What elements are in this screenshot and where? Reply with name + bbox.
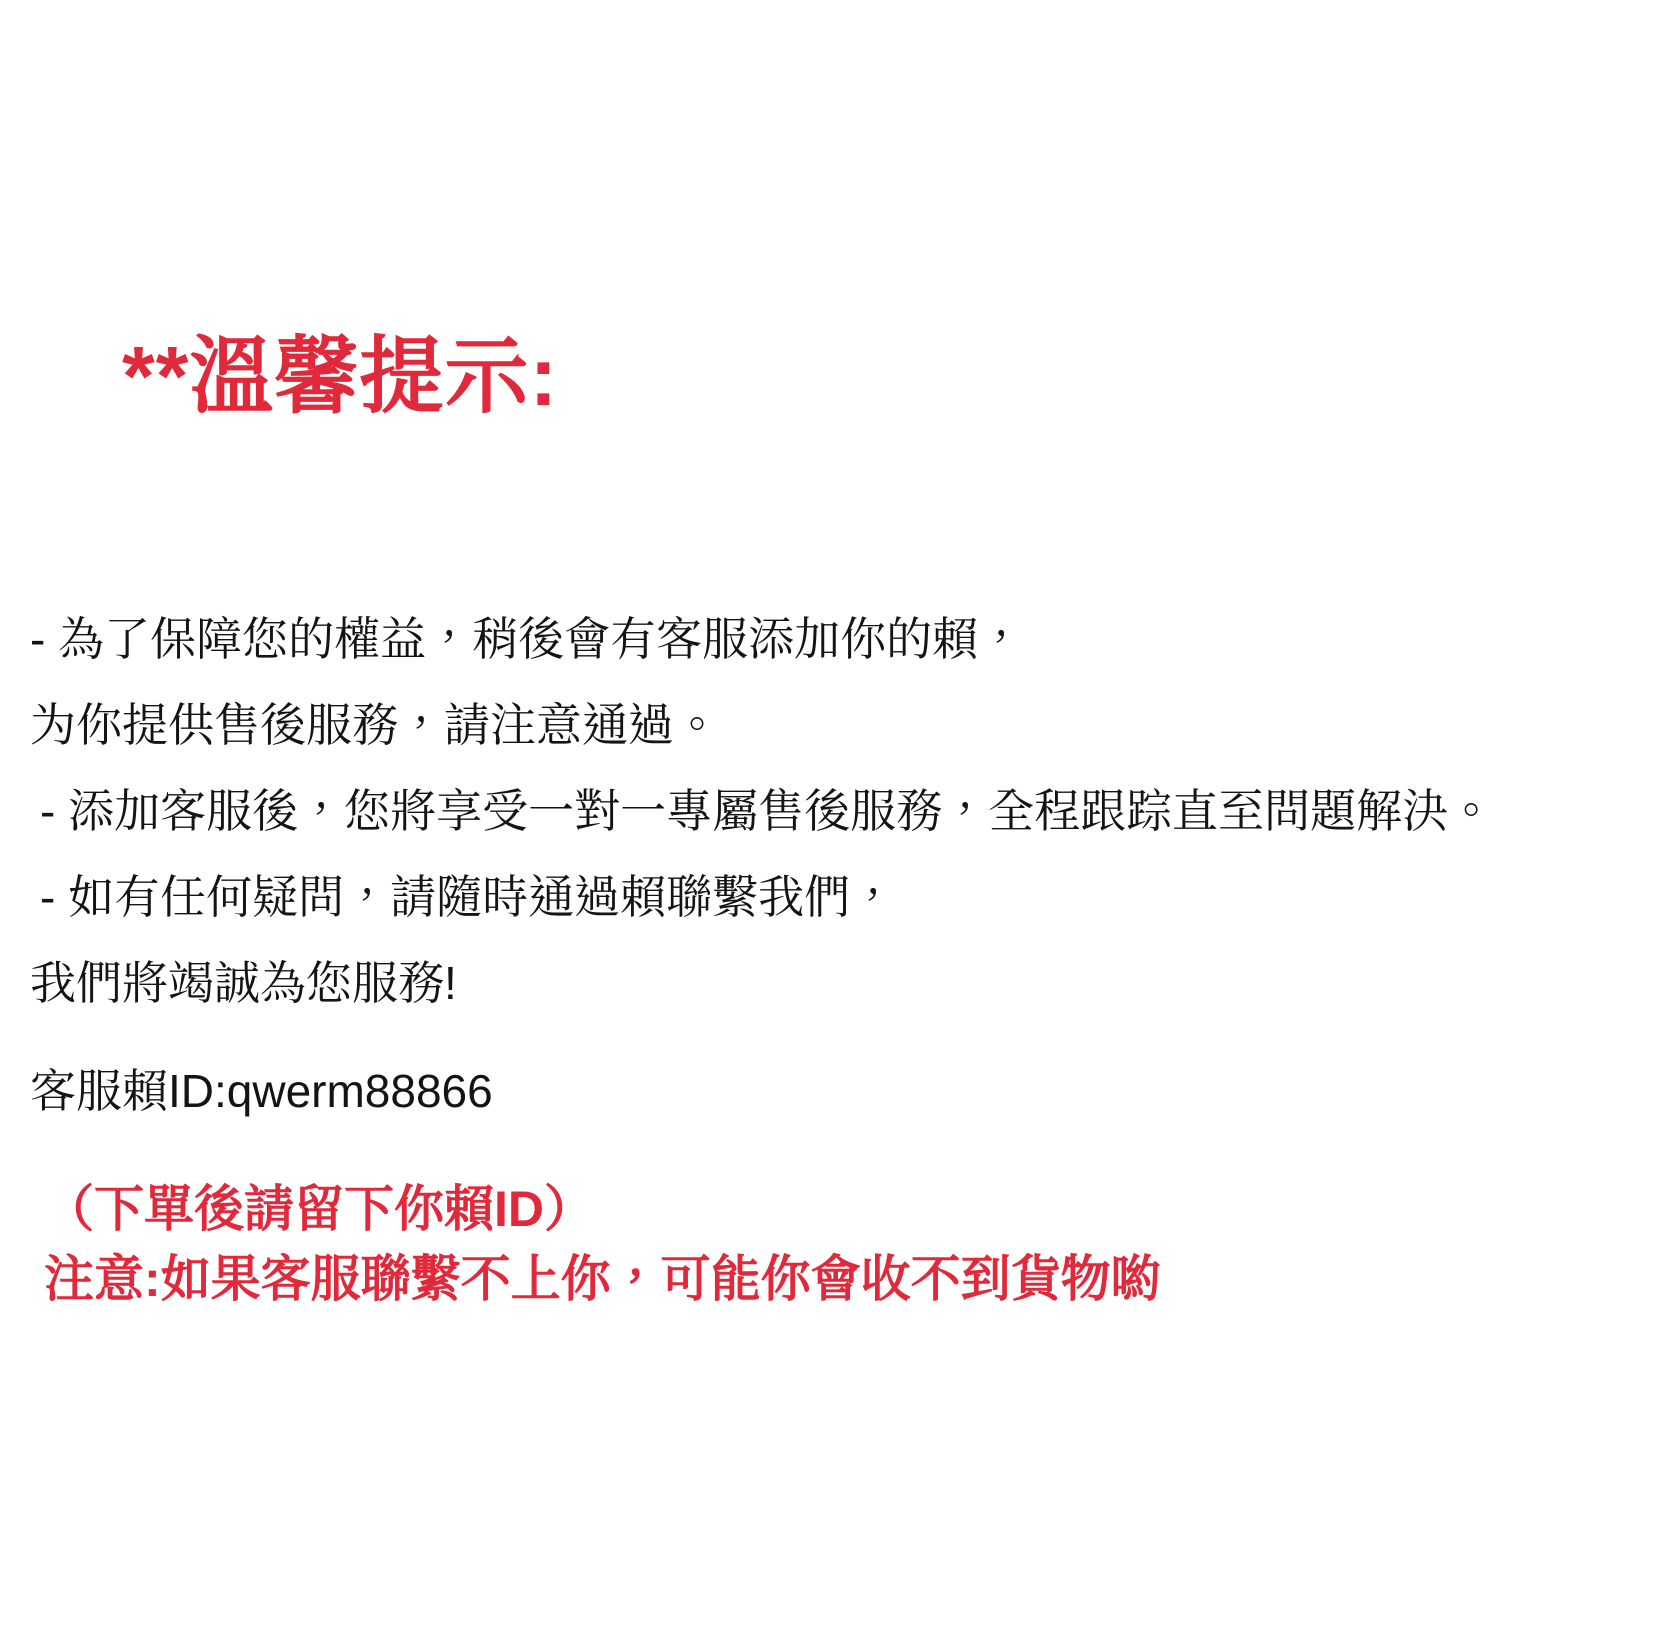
warning-block (44, 1176, 1644, 1312)
notice-line-2: 为你提供售後服務，請注意通過。 (30, 699, 720, 751)
warning-line-2: 注意:如果客服聯繫不上你，可能你會收不到貨物喲 (44, 1251, 1161, 1307)
notice-line-1: - 為了保障您的權益，稍後會有客服添加你的賴， (30, 613, 1025, 665)
notice-body (30, 596, 1650, 1134)
warning-line-1: （下單後請留下你賴ID） (44, 1181, 594, 1237)
notice-line-3: - 添加客服後，您將享受一對一專屬售後服務，全程跟踪直至問題解決。 (40, 785, 1495, 837)
page-title: **溫馨提示: (122, 329, 559, 423)
notice-line-5: 我們將竭誠為您服務! (30, 957, 457, 1009)
notice-line-4: - 如有任何疑問，請隨時通過賴聯繫我們， (40, 871, 897, 923)
service-line-id: 客服賴ID:qwerm88866 (30, 1065, 493, 1117)
